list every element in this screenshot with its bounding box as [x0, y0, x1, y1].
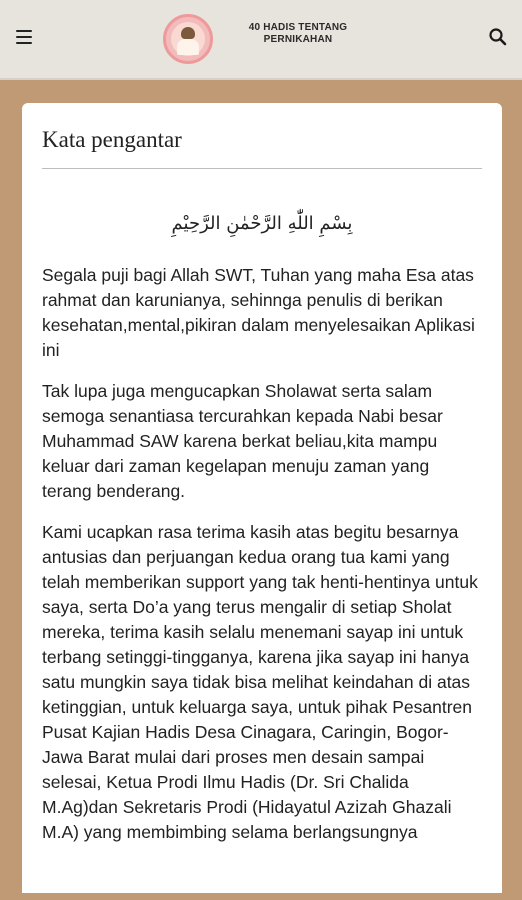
basmalah-text: بِسْمِ اللّٰهِ الرَّحْمٰنِ الرَّحِيْمِ	[171, 213, 353, 234]
paragraph-3: Kami ucapkan rasa terima kasih atas begitu besarnya antusias dan perjuangan kedua orang tua kami yang telah memberikan support yang tak henti-hentinya untuk saya, serta Do’a yang terus mengalir di setiap Sholat mereka, terima kasih selalu menemani sayap ini untuk terbang setinggi-tingganya, karena jika sayap ini hanya satu mungkin saya tidak bisa melihat keindahan di atas ketinggian, untuk keluarga saya, untuk pihak Pesantren Pusat Kajian Hadis Desa Cinagara, Caringin, Bogor- Jawa Barat mulai dari proses men desain sampai selesai, Ketua Prodi Ilmu Hadis (Dr. Sri Chalida M.Ag)dan Sekretaris Prodi (Hidayatul Azizah Ghazali M.A) yang membimbing selama berlangsungnya	[42, 522, 478, 842]
logo-figure-body	[177, 39, 199, 55]
content-card	[22, 103, 502, 900]
menu-line	[16, 30, 32, 32]
app-logo	[163, 14, 213, 64]
app-title	[232, 22, 364, 46]
hamburger-menu-icon[interactable]	[14, 26, 36, 48]
search-icon[interactable]	[487, 26, 509, 48]
app-bar	[0, 0, 522, 80]
menu-line	[16, 42, 32, 44]
paragraph-2: Tak lupa juga mengucapkan Sholawat serta salam semoga senantiasa tercurahkan kepada Nabi besar Muhammad SAW karena berkat beliau,kita mampu keluar dari zaman kegelapan menuju zaman yang terang benderang.	[42, 381, 443, 501]
paragraph-1: Segala puji bagi Allah SWT, Tuhan yang maha Esa atas rahmat dan karunianya, sehinnga penulis di berikan kesehatan,mental,pikiran dalam menyelesaikan Aplikasi ini	[42, 265, 475, 360]
bottom-edge	[0, 893, 522, 900]
app-title-line1: 40 HADIS TENTANG	[248, 22, 348, 33]
app-title-line2: PERNIKAHAN	[263, 34, 333, 45]
logo-figure-head	[181, 27, 195, 39]
page-title: Kata pengantar	[42, 127, 182, 152]
menu-line	[16, 36, 32, 38]
preface-content[interactable]	[42, 263, 482, 861]
title-divider	[42, 168, 482, 169]
